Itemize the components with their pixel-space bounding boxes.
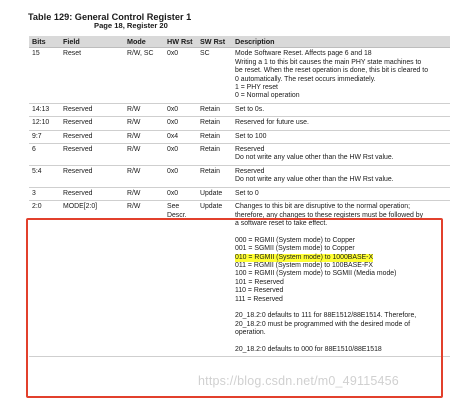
- header-description: Description: [235, 37, 275, 46]
- description-line: Reserved for future use.: [235, 119, 309, 127]
- description-line: 001 = SGMII (System mode) to Copper: [235, 245, 355, 253]
- description-line: Set to 100: [235, 132, 267, 140]
- description-line: 20_18.2:0 must be programmed with the desired mode of: [235, 320, 411, 328]
- description-line-wrapper: [235, 312, 448, 320]
- cell-sw-rst: Update: [200, 189, 223, 197]
- description-line: therefore, any changes to these registers must be followed by: [235, 211, 424, 219]
- table-subtitle: Page 18, Register 20: [94, 21, 168, 30]
- table-row: [29, 131, 450, 144]
- table-row: [29, 144, 450, 166]
- description-line: 101 = Reserved: [235, 278, 284, 286]
- header-bits: Bits: [32, 37, 46, 46]
- cell-bits: 9:7: [32, 132, 42, 140]
- description-line-wrapper: [235, 50, 448, 58]
- highlighted-description-line: 010 = RGMII (System mode) to 1000BASE-X: [235, 253, 374, 261]
- description-line: a software reset to take effect.: [235, 219, 328, 227]
- description-line-wrapper: [235, 84, 448, 92]
- cell-mode: R/W: [127, 132, 141, 140]
- cell-bits: 2:0: [32, 203, 42, 211]
- cell-bits: 6: [32, 146, 36, 154]
- header-field: Field: [63, 37, 80, 46]
- description-line-wrapper: [235, 203, 448, 211]
- cell-sw-rst: Retain: [200, 132, 220, 140]
- cell-sw-rst: Update: [200, 203, 223, 211]
- cell-hw-rst: 0x0: [167, 105, 179, 113]
- description-line-wrapper: [235, 287, 448, 295]
- description-line: 0 = Normal operation: [235, 92, 300, 100]
- description-line: Do not write any value other than the HW Rst value.: [235, 154, 394, 162]
- description-line-wrapper: [235, 321, 448, 329]
- description-line-wrapper: [235, 133, 448, 141]
- cell-field: MODE[2:0]: [63, 203, 98, 211]
- description-gap: [235, 338, 448, 346]
- cell-hw-rst: 0x0: [167, 119, 179, 127]
- cell-description: [232, 131, 450, 143]
- description-line-wrapper: [235, 212, 448, 220]
- cell-description: [232, 104, 450, 116]
- description-line-wrapper: [235, 279, 448, 287]
- description-line-wrapper: [235, 346, 448, 354]
- cell-description: [232, 48, 450, 102]
- description-line-wrapper: [235, 220, 448, 228]
- description-line: Writing a 1 to this bit causes the main PHY state machines to: [235, 58, 422, 66]
- cell-mode: R/W: [127, 167, 141, 175]
- table-header-row: [29, 36, 450, 48]
- description-line: 0 automatically. The reset occurs immediately.: [235, 75, 376, 83]
- header-mode: Mode: [127, 37, 146, 46]
- table-row: [29, 104, 450, 117]
- cell-mode: R/W: [127, 203, 141, 211]
- header-sw-rst: SW Rst: [200, 37, 226, 46]
- cell-hw-rst: 0x0: [167, 189, 179, 197]
- description-line-wrapper: [235, 146, 448, 154]
- description-line-wrapper: [235, 245, 448, 253]
- description-line: Set to 0: [235, 189, 259, 197]
- cell-hw-rst: 0x0: [167, 50, 179, 58]
- table-row: [29, 117, 450, 130]
- table-row: [29, 48, 450, 103]
- description-line: 20_18.2:0 defaults to 111 for 88E1512/88E1514. Therefore,: [235, 312, 417, 320]
- description-line-wrapper: [235, 168, 448, 176]
- description-line-wrapper: [235, 329, 448, 337]
- description-line: 000 = RGMII (System mode) to Copper: [235, 236, 356, 244]
- description-line-wrapper: [235, 237, 448, 245]
- cell-mode: R/W: [127, 189, 141, 197]
- description-line-wrapper: [235, 262, 448, 270]
- description-line-wrapper: [235, 254, 448, 262]
- description-line: Changes to this bit are disruptive to the normal operation;: [235, 203, 411, 211]
- cell-bits: 5:4: [32, 167, 42, 175]
- cell-mode: R/W: [127, 119, 141, 127]
- description-line-wrapper: [235, 106, 448, 114]
- cell-bits: 12:10: [32, 119, 50, 127]
- cell-hw-rst: See Descr.: [167, 203, 187, 219]
- description-line: 100 = RGMII (System mode) to SGMII (Media mode): [235, 270, 397, 278]
- cell-bits: 15: [32, 50, 40, 58]
- table-row: [29, 166, 450, 188]
- cell-field: Reserved: [63, 105, 93, 113]
- description-line: 1 = PHY reset: [235, 84, 278, 92]
- cell-field: Reserved: [63, 189, 93, 197]
- cell-mode: R/W: [127, 105, 141, 113]
- description-line: 20_18.2:0 defaults to 000 for 88E1510/88E1518: [235, 345, 382, 353]
- cell-description: [232, 144, 450, 165]
- cell-mode: R/W, SC: [127, 50, 154, 58]
- description-line: Reserved: [235, 167, 265, 175]
- cell-field: Reserved: [63, 132, 93, 140]
- description-line-wrapper: [235, 119, 448, 127]
- description-line: Reserved: [235, 146, 265, 154]
- description-line: operation.: [235, 329, 266, 337]
- register-table: [29, 36, 450, 357]
- description-line-wrapper: [235, 76, 448, 84]
- description-line-wrapper: [235, 59, 448, 67]
- cell-bits: 3: [32, 189, 36, 197]
- cell-description: [232, 117, 450, 129]
- description-line: 110 = Reserved: [235, 287, 284, 295]
- cell-description: [232, 188, 450, 200]
- cell-sw-rst: SC: [200, 50, 210, 58]
- description-line: Do not write any value other than the HW Rst value.: [235, 176, 394, 184]
- description-line-wrapper: [235, 92, 448, 100]
- cell-field: Reserved: [63, 167, 93, 175]
- cell-field: Reset: [63, 50, 82, 58]
- description-gap: [235, 228, 448, 236]
- cell-hw-rst: 0x4: [167, 132, 179, 140]
- watermark-text: https://blog.csdn.net/m0_49115456: [198, 374, 399, 388]
- table-row: [29, 188, 450, 201]
- description-gap: [235, 304, 448, 312]
- description-line: Set to 0s.: [235, 105, 265, 113]
- cell-sw-rst: Retain: [200, 105, 220, 113]
- table-row: [29, 201, 450, 357]
- cell-sw-rst: Retain: [200, 146, 220, 154]
- description-line-wrapper: [235, 67, 448, 75]
- cell-sw-rst: Retain: [200, 119, 220, 127]
- description-line-wrapper: [235, 190, 448, 198]
- table-title: Table 129: General Control Register 1: [28, 12, 192, 22]
- description-line-wrapper: [235, 154, 448, 162]
- description-line-wrapper: [235, 176, 448, 184]
- header-hw-rst: HW Rst: [167, 37, 193, 46]
- cell-sw-rst: Retain: [200, 167, 220, 175]
- cell-hw-rst: 0x0: [167, 146, 179, 154]
- description-line: be reset. When the reset operation is done, this bit is cleared to: [235, 67, 429, 75]
- description-line-wrapper: [235, 270, 448, 278]
- description-line-wrapper: [235, 296, 448, 304]
- cell-field: Reserved: [63, 119, 93, 127]
- cell-bits: 14:13: [32, 105, 50, 113]
- description-line: 111 = Reserved: [235, 295, 283, 303]
- description-line: Mode Software Reset. Affects page 6 and 18: [235, 50, 372, 58]
- cell-description: [232, 201, 450, 356]
- cell-mode: R/W: [127, 146, 141, 154]
- cell-hw-rst: 0x0: [167, 167, 179, 175]
- cell-field: Reserved: [63, 146, 93, 154]
- description-line: 011 = RGMII (System mode) to 100BASE-FX: [235, 261, 373, 269]
- cell-description: [232, 166, 450, 187]
